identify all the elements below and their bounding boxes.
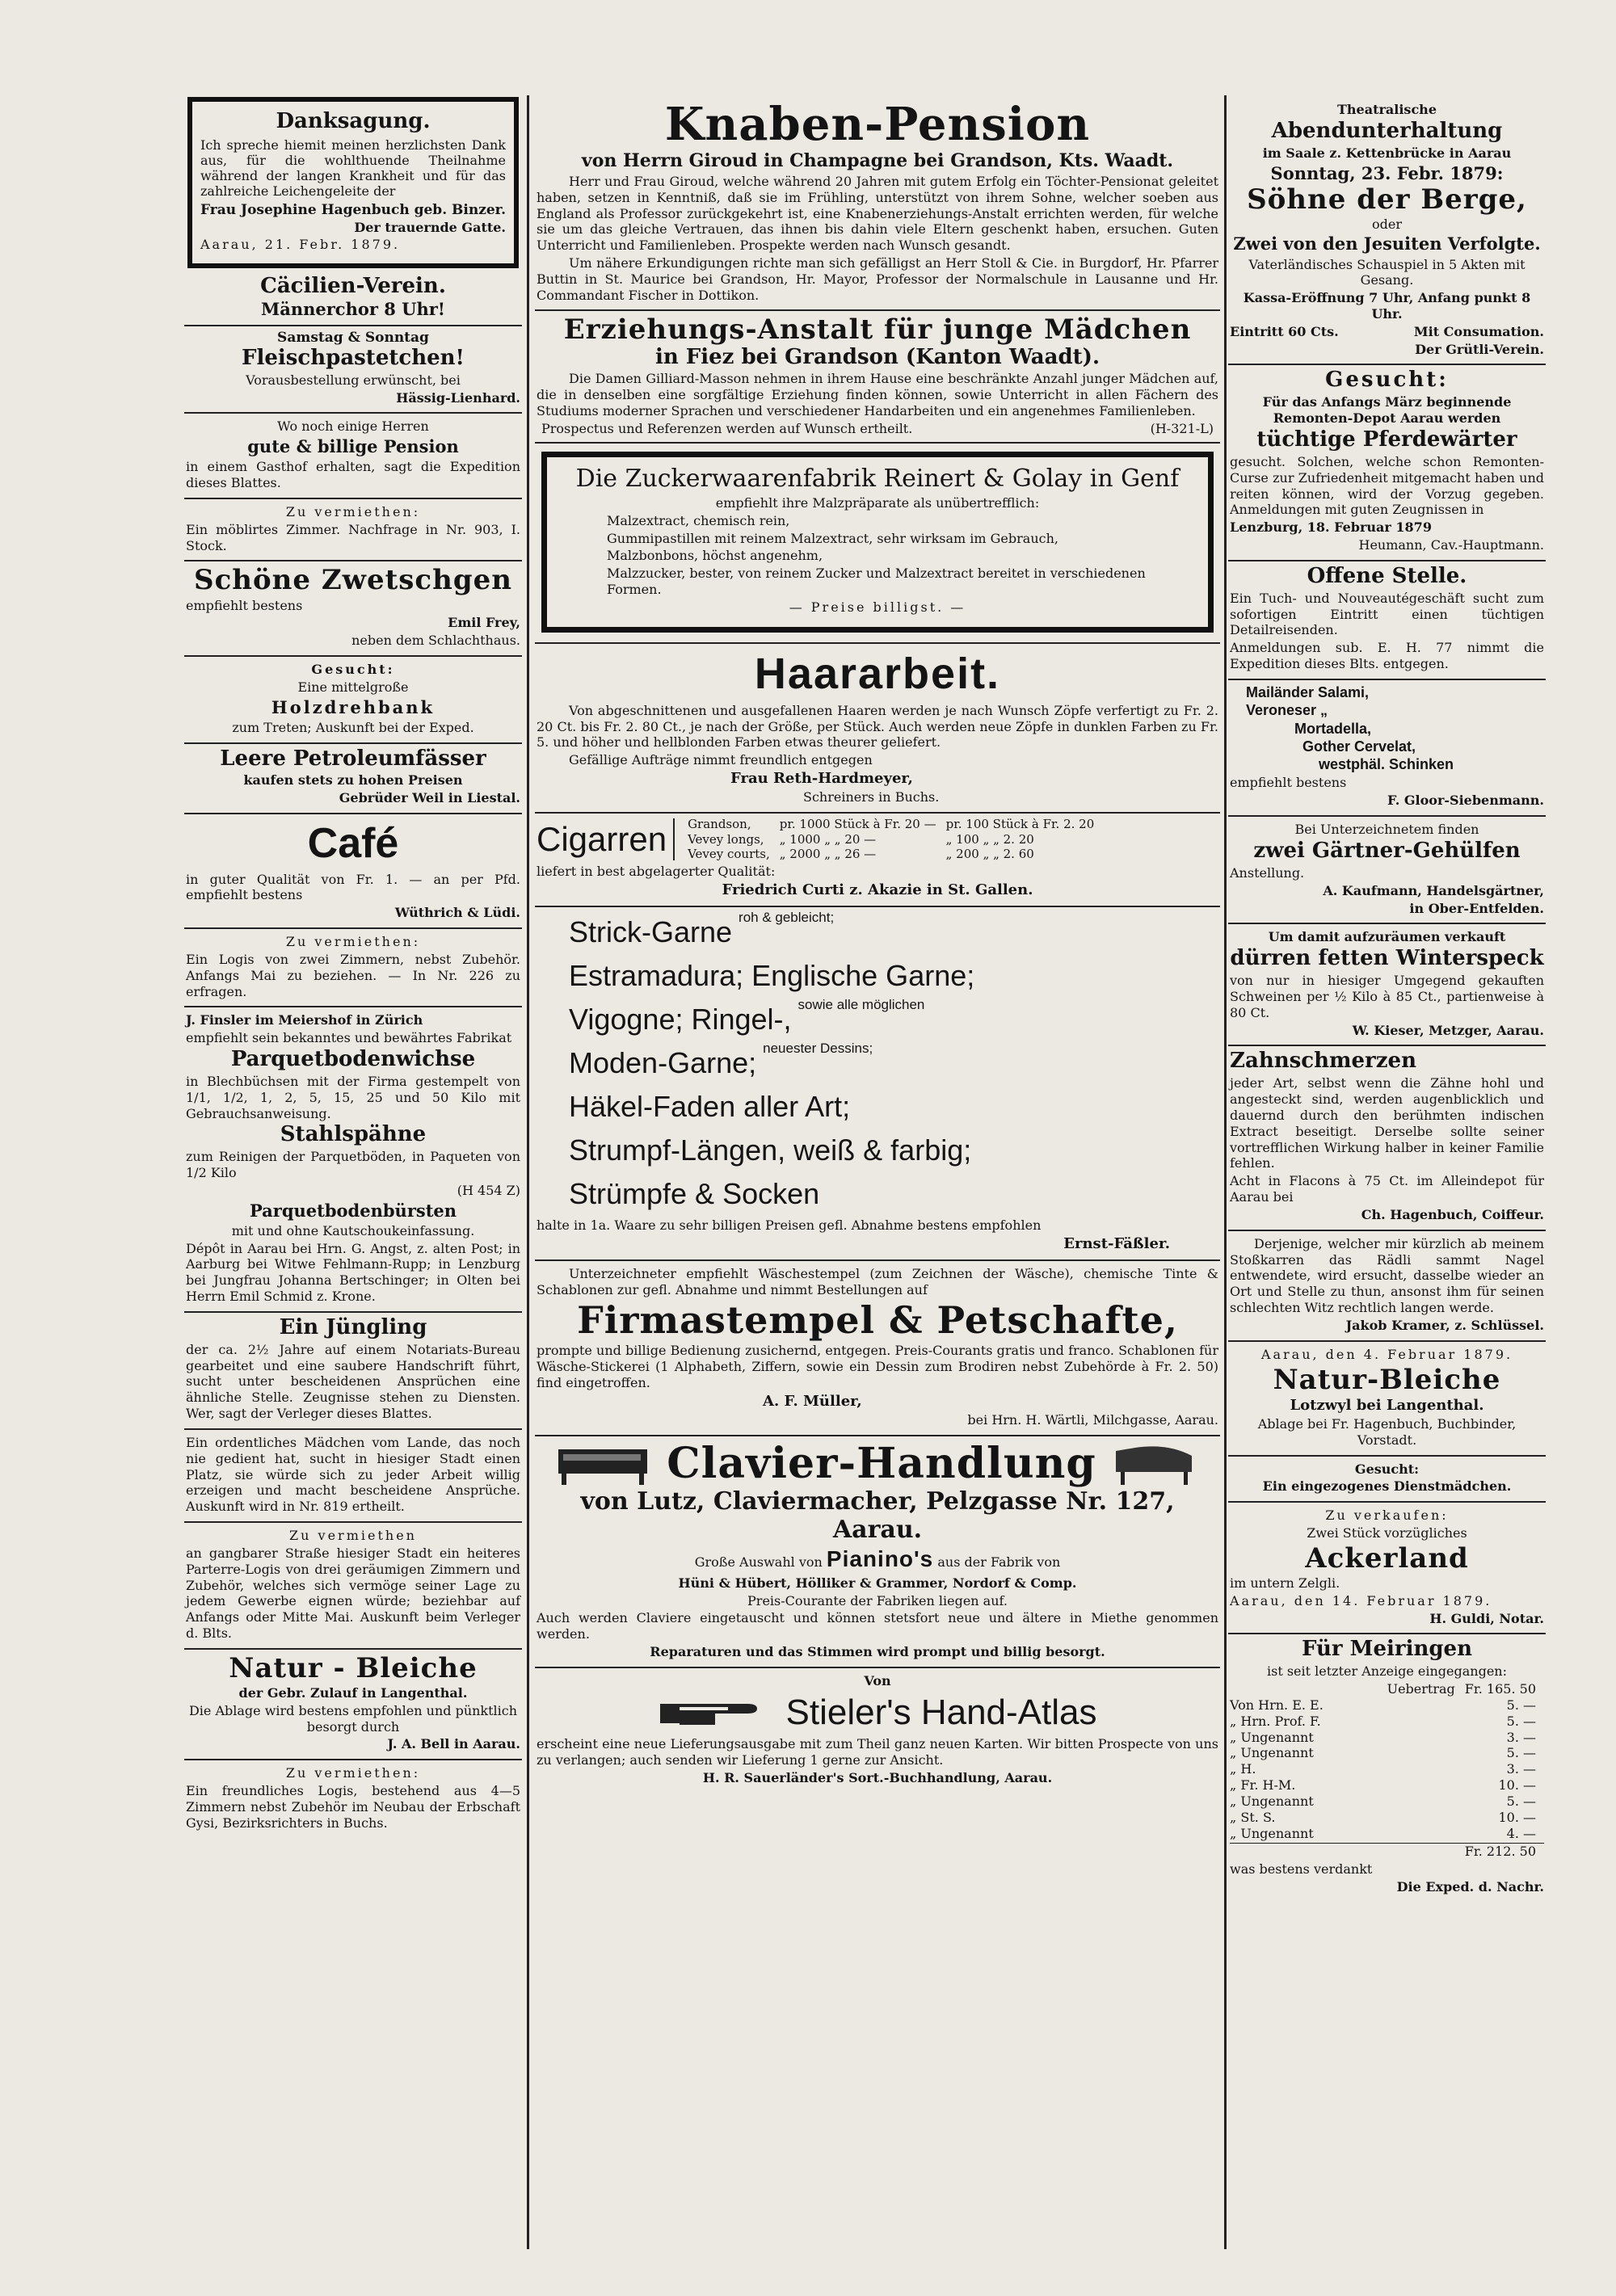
table-cell: 3. — [1506,1729,1536,1745]
ad-body: Vorausbestellung erwünscht, bei [246,372,461,388]
ad-line: liefert in best abgelagerter Qualität: [537,863,776,879]
ad-prefix: Theatralische [1337,102,1437,117]
piano-illustration-icon [555,1440,652,1488]
garn-name: Strumpf-Längen, weiß & farbig; [569,1133,972,1167]
ad-title: Natur - Bleiche [229,1651,478,1684]
ad-body: zum Treten; Auskunft bei der Exped. [232,719,474,735]
ad-line: Prospectus und Referenzen werden auf Wunsch ertheilt. [541,420,913,436]
ad-body: Von abgeschnittenen und ausgefallenen Haaren werden je nach Wunsch Zöpfe verfertigt zu Fr. 2. 20 Ct. bis Fr. 2. 80 Ct., je nach der Größe, per Stück. Auch werden neue Zöpfe in dunklen Farben zu Fr. 5. und höher und hellblonden Farben etwas theurer geliefert. [537,702,1218,751]
table-cell: 5. — [1506,1793,1536,1809]
ad-signature: Der Grütli-Verein. [1415,341,1544,357]
pferdewaerter-ad [1228,365,1546,561]
ad-title: Abendunterhaltung [1271,118,1503,143]
garn-note: sowie alle möglichen [797,997,925,1013]
garn-name: Moden-Garne; [569,1046,757,1080]
ad-line: aus der Fabrik von [937,1554,1061,1571]
ad-date: Lenzburg, 18. Februar 1879 [1230,519,1432,536]
ad-title: Erziehungs-Anstalt für junge Mädchen [563,313,1192,347]
table-cell: „ 1000 „ „ 20 — [779,831,877,847]
ad-title: Firmastempel & Petschafte, [577,1297,1178,1342]
zuckerwaaren-ad [535,444,1220,644]
ad-signature: H. R. Sauerländer's Sort.-Buchhandlung, Aarau. [702,1769,1053,1785]
ad-signature-line: in Ober-Entfelden. [1409,900,1544,916]
ad-body: von nur in hiesiger Umgegend gekauften Schweinen per ½ Kilo à 85 Ct., partienweise à 80 Ct. [1230,973,1544,1020]
right-column [1228,97,1546,2248]
ad-signature: Friedrich Curti z. Akazie in St. Gallen. [722,881,1033,898]
ad-body: Herr und Frau Giroud, welche während 20 Jahren mit gutem Erfolg ein Töchter-Pensionat geleitet haben, setzen in Kenntniß, daß sie im Frühling, unterstützt von ihrem Sohne, welcher soeben aus England als Professor zurückgekehrt ist, eine Knabenerziehungs-Anstalt errichten werden, für welche sie um das gleiche Vertrauen, das ihnen bis dahin viele Eltern geschenkt haben, ersuchen. Guten Unterricht und Familienleben. Prospekte werden nach Wunsch gesandt. [537,173,1218,254]
ad-line: Bei Unterzeichnetem finden [1294,822,1479,838]
ad-line: Hüni & Hübert, Hölliker & Grammer, Nordorf & Comp. [678,1575,1077,1591]
ad-signature: Heumann, Cav.-Hauptmann. [1358,537,1544,553]
petroleum-ad [184,744,522,815]
ad-title: tüchtige Pferdewärter [1256,427,1517,452]
table-cell: 10. — [1498,1777,1536,1793]
garn-note: roh & gebleicht; [739,910,835,926]
garn-name: Strick-Garne [569,915,733,949]
ad-heading: Gesucht: [311,662,395,677]
table-row [1230,1697,1544,1714]
ad-signature: W. Kieser, Metzger, Aarau. [1352,1022,1544,1038]
ad-line: Um damit aufzuräumen verkauft [1268,929,1506,945]
ad-intro: empfiehlt ihre Malzpräparate als unübertrefflich: [715,494,1040,511]
offene-stelle-ad [1228,561,1546,680]
gaertner-ad [1228,817,1546,924]
fleischpastetchen-ad [184,326,522,414]
ad-intro: Unterzeichneter empfiehlt Wäschestempel (zum Zeichnen der Wäsche), chemische Tinte & Schablonen zur gefl. Abnahme und nimmt Bestellungen auf [537,1266,1218,1298]
column-rule [527,95,529,2249]
list-item [569,910,1218,954]
pension-ad [184,414,522,499]
table-cell: „ 100 „ „ 2. 20 [945,831,1034,847]
ad-line: Wo noch einige Herren [277,418,429,435]
ad-signature: J. A. Bell in Aarau. [387,1736,520,1752]
list-item: Malzzucker, bester, von reinem Zucker und Malzextract bereitet in verschiedenen Formen. [607,566,1146,598]
ad-code: (H 454 Z) [457,1182,520,1198]
table-cell: 5. — [1506,1745,1536,1761]
table-cell: „ Hrn. Prof. F. [1230,1713,1321,1729]
ad-line: Gefällige Aufträge nimmt freundlich entgegen [569,752,873,768]
ad-title-3: Parquetbodenbürsten [249,1200,457,1221]
play-title-2: Zwei von den Jesuiten Verfolgte. [1233,233,1541,254]
pianino-label: Pianino's [826,1546,934,1572]
ad-body: prompte und billige Bedienung zusichernd, entgegen. Preis-Courants gratis und franco. Schablonen für Wäsche-Stickerei (1 Alphabeth, Ziffern, sowie ein Dessin zum Brodiren nebst Zubehörde à Fr. 2. 50) find eingetroffen. [537,1343,1218,1391]
ad-date: Aarau, den 4. Februar 1879. [1260,1346,1513,1362]
dienstmaedchen-ad [1228,1457,1546,1503]
garn-name: Vigogne; Ringel-, [569,1003,792,1037]
column-rule [1224,95,1227,2249]
ad-heading: Zu vermiethen: [285,1765,421,1781]
garn-name: Strümpfe & Socken [569,1177,820,1211]
ad-body: der ca. 2½ Jahre auf einem Notariats-Bureau gearbeitet und eine saubere Handschrift führt, sucht unter bescheidenen Ansprüchen eine ähnliche Stelle. Zeugnisse stehen zu Diensten. Wer, sagt der Verleger dieses Blattes. [186,1341,520,1422]
winterspeck-ad [1228,924,1546,1046]
table-cell: „ Ungenannt [1230,1745,1314,1761]
ad-title: Fleischpastetchen! [242,345,465,370]
ad-title: zwei Gärtner-Gehülfen [1253,838,1521,863]
price-table [683,817,1099,862]
ad-signature: Hässig-Lienhard. [396,389,520,406]
ad-line: Auch werden Claviere eingetauscht und können stetsfort neue und ältere in Miethe genommen werden. [537,1610,1218,1642]
table-cell: „ Ungenannt [1230,1793,1314,1809]
ad-signature: Der trauernde Gatte. [354,219,506,235]
ad-subtitle: in Fiez bei Grandson (Kanton Waadt). [654,344,1100,369]
ad-body: Ein möblirtes Zimmer. Nachfrage in Nr. 903, I. Stock. [186,521,520,553]
ad-body: in guter Qualität von Fr. 1. — an per Pfd. empfiehlt bestens [186,871,520,903]
table-cell: „ Ungenannt [1230,1825,1314,1841]
ad-line: Preis-Courante der Fabriken liegen auf. [747,1592,1008,1608]
garn-name: Estramadura; Englische Garne; [569,959,975,993]
ad-signature: Frau Reth-Hardmeyer, [730,770,913,788]
table-cell: 3. — [1506,1761,1536,1777]
ad-line: Samstag & Sonntag [277,329,429,346]
donation-ledger [1230,1681,1544,1860]
ad-body: Ein freundliches Logis, bestehend aus 4—5 Zimmern nebst Zubehör im Neubau der Erbschaft Gysi, Bezirksrichters in Buchs. [186,1783,520,1831]
ad-body: Derjenige, welcher mir kürzlich ab meinem Stoßkarren das Rädli sammt Nagel entwendete, wird ersucht, dasselbe wieder an Ort und Stelle zu thun, ansonst ihm für seinen schlechten Witz rechtlich langen werde. [1230,1235,1544,1316]
stosskarren-ad [1228,1231,1546,1342]
ad-line: Große Auswahl von [694,1554,823,1571]
holzdrehbank-ad [184,657,522,744]
meiringen-ad [1228,1634,1546,1901]
ad-title: Ackerland [1305,1541,1469,1575]
ad-line: Vaterländisches Schauspiel in 5 Akten mit Gesang. [1248,256,1526,288]
table-row [1230,1777,1544,1793]
ad-body: in Blechbüchsen mit der Firma gestempelt von 1/1, 1/2, 1, 2, 5, 15, 25 und 50 Kilo mit Gebrauchsanweisung. [186,1073,520,1121]
table-cell: Fr. 165. 50 [1464,1681,1536,1697]
ad-body: empfiehlt bestens [1230,775,1347,791]
list-item: Gother Cervelat, [1302,738,1416,755]
ad-signature: Die Exped. d. Nachr. [1396,1879,1544,1895]
zahnschmerzen-ad [1228,1046,1546,1230]
product-list [558,513,1197,598]
ad-body-2: Acht in Flacons à 75 Ct. im Alleindepot für Aarau bei [1230,1173,1544,1205]
ad-signature: Emil Frey, [448,615,520,631]
ad-signature: A. F. Müller, [763,1392,862,1410]
ad-subtitle: Männerchor 8 Uhr! [260,298,446,319]
stempel-ad [535,1261,1220,1436]
garn-name: Häkel-Faden aller Art; [569,1090,851,1124]
ad-title: Offene Stelle. [1307,563,1467,588]
ad-title: Knaben-Pension [664,98,1091,151]
ad-signature: Ernst-Fäßler. [1063,1234,1170,1252]
logis-ad [184,929,522,1007]
ad-subtitle: von Lutz, Claviermacher, Pelzgasse Nr. 127, Aarau. [580,1487,1175,1544]
list-item: westphäl. Schinken [1319,756,1454,773]
list-item [569,1129,1218,1172]
ad-body: gesucht. Solchen, welche schon Remonten-Curse zur Zufriedenheit mitgemacht haben und reiten können, wird der Vorzug gegeben. Anmeldungen mit guten Zeugnissen in [1230,453,1544,518]
ad-body: Ein Tuch- und Nouveautégeschäft sucht zum sofortigen Eintritt einen tüchtigen Detailreisenden. [1230,590,1544,638]
list-item [569,1172,1218,1216]
ad-signature-line: Schreiners in Buchs. [803,789,940,805]
list-item: Malzextract, chemisch rein, [607,512,790,528]
table-row [1230,1745,1544,1761]
table-cell: „ H. [1230,1761,1256,1777]
table-row [1230,1761,1544,1777]
ad-body: Anstellung. [1230,864,1305,881]
ad-heading: Zu vermiethen [289,1528,417,1544]
table-cell: Vevey courts, [688,847,770,862]
ad-title: Die Zuckerwaarenfabrik Reinert & Golay in Genf [575,464,1180,493]
ad-depot: Dépôt in Aarau bei Hrn. G. Angst, z. alten Post; in Aarburg bei Witwe Fehlmann-Rupp; in Lenzburg bei Jungfrau Johanna Bertschinger; in Olten bei Herrn Emil Schmid z. Krone. [186,1240,520,1305]
table-row [1230,1793,1544,1810]
ad-line: Für das Anfangs März beginnende Remonten-Depot Aarau werden [1262,394,1512,427]
erziehungs-anstalt-ad [535,311,1220,443]
product-list [1230,683,1544,774]
maedchen-ad [184,1430,522,1523]
ad-body-2: zum Reinigen der Parquetböden, in Paqueten von 1/2 Kilo [186,1149,520,1181]
cigarren-ad [535,814,1220,907]
ad-body-2: Um nähere Erkundigungen richte man sich gefälligst an Herr Stoll & Cie. in Burgdorf, Hr. Pfarrer Buttin in St. Maurice bei Grandson, Hr. Mayor, Professor der Normalschule in Lausanne und Hr. Commandant Fischer in Dottikon. [537,255,1218,303]
table-cell: Von Hrn. E. E. [1230,1697,1324,1713]
ad-title: Café [307,820,399,868]
ad-signature: H. Guldi, Notar. [1429,1610,1544,1626]
zimmer-ad [184,499,522,561]
ad-title: dürren fetten Winterspeck [1230,946,1544,971]
juengling-ad [184,1313,522,1430]
ad-signature: Gebrüder Weil in Liestal. [339,790,520,806]
ad-heading: Gesucht: [1325,368,1449,393]
table-row [1230,1681,1544,1697]
ad-body: halte in 1a. Waare zu sehr billigen Preisen gefl. Abnahme bestens empfohlen [537,1217,1042,1234]
ad-title: Clavier-Handlung [667,1438,1096,1488]
table-row [683,832,1099,847]
ad-line: ist seit letzter Anzeige eingegangen: [1267,1663,1507,1680]
list-item [569,954,1218,998]
knaben-pension-ad [535,97,1220,311]
table-cell: „ 2000 „ „ 26 — [779,847,877,862]
ad-title: Parquetbodenwichse [230,1046,476,1071]
ad-line: Reparaturen und das Stimmen wird prompt und billig besorgt. [650,1644,1105,1660]
table-cell: „ Fr. H-M. [1230,1777,1296,1793]
ad-signature: Wüthrich & Lüdi. [394,905,520,921]
table-cell: pr. 1000 Stück à Fr. 20 — [779,817,936,832]
ad-title: Für Meiringen [1302,1637,1472,1662]
finsler-ad [184,1007,522,1311]
ad-title: Haararbeit. [754,649,1001,698]
play-title: Söhne der Berge, [1247,183,1527,216]
ad-body: empfiehlt bestens [186,597,303,613]
ad-heading: Gesucht: [1354,1461,1420,1477]
theater-ad [1228,97,1546,365]
ad-title: Zahnschmerzen [1230,1049,1416,1074]
ad-body-3: mit und ohne Kautschoukeinfassung. [231,1222,475,1238]
table-cell: 5. — [1506,1697,1536,1713]
ad-name: Frau Josephine Hagenbuch geb. Binzer. [200,201,507,218]
list-item: Malzbonbons, höchst angenehm, [607,548,823,564]
ad-title: Stieler's Hand-Atlas [785,1692,1097,1732]
table-cell: „ St. S. [1230,1809,1276,1825]
ad-body: Ein ordentliches Mädchen vom Lande, das noch nie gedient hat, sucht in hiesiger Stadt einen Platz, sie würde sich zu jeder Arbeit willig erzeigen und macht bescheidene Ansprüche. Auskunft wird in Nr. 819 ertheilt. [186,1434,520,1515]
ad-subtitle: der Gebr. Zulauf in Langenthal. [238,1684,468,1701]
list-item: Mailänder Salami, [1246,683,1370,700]
list-item [569,1041,1218,1085]
garne-ad [535,907,1220,1261]
ad-line: empfiehlt sein bekanntes und bewährtes Fabrikat [186,1030,512,1046]
ad-line: oder [1372,216,1402,232]
ad-code: (H-321-L) [1150,420,1214,436]
list-item: Mortadella, [1294,720,1372,737]
ad-body: erscheint eine neue Lieferungsausgabe mit zum Theil ganz neuen Karten. Wir bitten Prospecte von uns zu verlangen; auch senden wir Lieferung 1 gerne zur Ansicht. [537,1736,1218,1768]
ad-title: Danksagung. [276,109,431,133]
ad-date: Sonntag, 23. Febr. 1879: [1270,162,1504,183]
ad-body: Ablage bei Fr. Hagenbuch, Buchbinder, Vorstadt. [1257,1415,1517,1448]
ad-body: Die Damen Gilliard-Masson nehmen in ihrem Hause eine beschränkte Anzahl junger Mädchen auf, die in denselben eine sorgfältige Erziehung finden können, sowie Unterricht in allen Fächern des Studiums moderner Sprachen und verschiedener Handarbeiten und ein angenehmes Familienleben. [537,371,1218,419]
ad-signature-line: neben dem Schlachthaus. [351,633,520,649]
ad-heading: Zu vermiethen: [285,503,421,519]
list-item: Gummipastillen mit reinem Malzextract, sehr wirksam im Gebrauch, [607,530,1058,546]
ad-title: Ein Jüngling [279,1314,427,1339]
ad-title: Holzdrehbank [271,696,436,717]
salami-ad [1228,680,1546,817]
parterre-ad [184,1523,522,1650]
left-column [184,97,522,2248]
ad-line: J. Finsler im Meiershof in Zürich [186,1012,423,1028]
ackerland-ad [1228,1503,1546,1634]
table-cell: Grandson, [688,817,751,832]
ad-title-2: Stahlspähne [280,1122,427,1147]
ad-line: Zwei Stück vorzügliches [1307,1525,1467,1541]
ad-consum: Mit Consumation. [1413,323,1544,339]
ad-title: Cigarren [537,818,675,860]
pointing-hand-icon [659,1693,772,1733]
stieler-ad [535,1668,1220,1793]
ad-body: Ich spreche hiemit meinen herzlichsten Dank aus, für die wohlthuende Theilnahme während der langen Krankheit und für das zahlreiche Leichengeleite der [200,137,506,199]
ad-body-2: Anmeldungen sub. E. H. 77 nimmt die Expedition dieses Blts. entgegen. [1230,640,1544,672]
table-cell: 10. — [1498,1809,1536,1825]
danksagung-ad [187,97,519,268]
natur-bleiche-ad [1228,1342,1546,1457]
ad-body: Die Ablage wird bestens empfohlen und pünktlich besorgt durch [188,1702,518,1735]
ledger-total [1230,1843,1544,1860]
ad-title: Schöne Zwetschgen [194,564,512,597]
table-row [683,847,1099,862]
table-cell: Fr. 212. 50 [1464,1844,1536,1860]
ad-title: Cäcilien-Verein. [260,273,446,298]
table-row [683,817,1099,832]
ad-price-note: — Preise billigst. — [789,599,966,615]
ad-subtitle: von Herrn Giroud in Champagne bei Grandson, Kts. Waadt. [581,149,1174,171]
haararbeit-ad [535,644,1220,814]
ad-body: in einem Gasthof erhalten, sagt die Expedition dieses Blattes. [186,459,520,491]
table-row [1230,1714,1544,1730]
garn-list [537,910,1218,1216]
caecilien-ad [184,271,522,326]
ad-heading: Zu verkaufen: [1325,1508,1449,1524]
ad-line: im Saale z. Kettenbrücke in Aarau [1262,145,1512,161]
bleiche-ad [184,1650,522,1760]
ad-prefix: Von [864,1672,891,1688]
ad-body: im untern Zelgli. [1230,1575,1340,1591]
table-cell: „ Ungenannt [1230,1729,1314,1745]
ad-signature: A. Kaufmann, Handelsgärtner, [1323,882,1544,898]
ad-line: kaufen stets zu hohen Preisen [243,772,463,788]
ad-date: Aarau, 21. Febr. 1879. [200,236,401,252]
ad-date: Aarau, den 14. Februar 1879. [1230,1592,1492,1608]
ad-signature: Jakob Kramer, z. Schlüssel. [1345,1317,1544,1333]
list-item [569,1085,1218,1129]
ad-body: Ein Logis von zwei Zimmern, nebst Zubehör. Anfangs Mai zu beziehen. — In Nr. 226 zu erfragen. [186,951,520,999]
garn-note: neuester Dessins; [763,1041,873,1057]
table-cell: 5. — [1506,1713,1536,1729]
ad-signature-line: bei Hrn. H. Wärtli, Milchgasse, Aarau. [967,1412,1218,1428]
logis-ad-2 [184,1760,522,1837]
zwetschgen-ad [184,561,522,657]
list-item [569,998,1218,1041]
ad-heading: Zu vermiethen: [285,934,421,950]
table-cell: „ 200 „ „ 2. 60 [945,847,1034,862]
table-row [1230,1730,1544,1746]
table-cell: Vevey longs, [688,831,764,847]
grand-piano-illustration-icon [1111,1440,1200,1488]
ad-line: was bestens verdankt [1230,1861,1373,1878]
table-cell: pr. 100 Stück à Fr. 2. 20 [945,817,1095,832]
ad-body: Ein eingezogenes Dienstmädchen. [1262,1478,1512,1495]
table-cell: Uebertrag [1387,1681,1455,1697]
ad-line: Kassa-Eröffnung 7 Uhr, Anfang punkt 8 Uhr. [1243,290,1531,322]
ad-signature: Ch. Hagenbuch, Coiffeur. [1361,1206,1544,1222]
ad-title: Natur-Bleiche [1273,1363,1501,1396]
ad-subtitle: Lotzwyl bei Langenthal. [1290,1396,1484,1414]
table-row [1230,1826,1544,1842]
middle-column [535,97,1220,2248]
ad-entry: Eintritt 60 Cts. [1230,323,1339,339]
ad-body: an gangbarer Straße hiesiger Stadt ein heiteres Parterre-Logis von drei geräumigen Zimmern und Zubehör, welches sich vermöge seiner Lage zu jedem Gewerbe eignen würde; beziehbar auf Anfangs oder Mitte Mai. Auskunft beim Verleger d. Blts. [186,1545,520,1642]
ad-title: Leere Petroleumfässer [220,746,486,771]
ad-line: Eine mittelgroße [297,679,409,695]
clavier-ad [535,1436,1220,1668]
list-item: Veroneser „ [1246,702,1328,719]
cafe-ad [184,814,522,929]
ad-signature: F. Gloor-Siebenmann. [1387,793,1544,809]
ad-body: jeder Art, selbst wenn die Zähne hohl und angesteckt sind, werden augenblicklich und dauernd durch den berühmten indischen Extract beseitigt. Derselbe sollte seiner vortrefflichen Wirkung halber in keiner Familie fehlen. [1230,1075,1544,1171]
table-cell: 4. — [1506,1825,1536,1841]
table-row [1230,1810,1544,1826]
ad-title: gute & billige Pension [247,436,459,457]
